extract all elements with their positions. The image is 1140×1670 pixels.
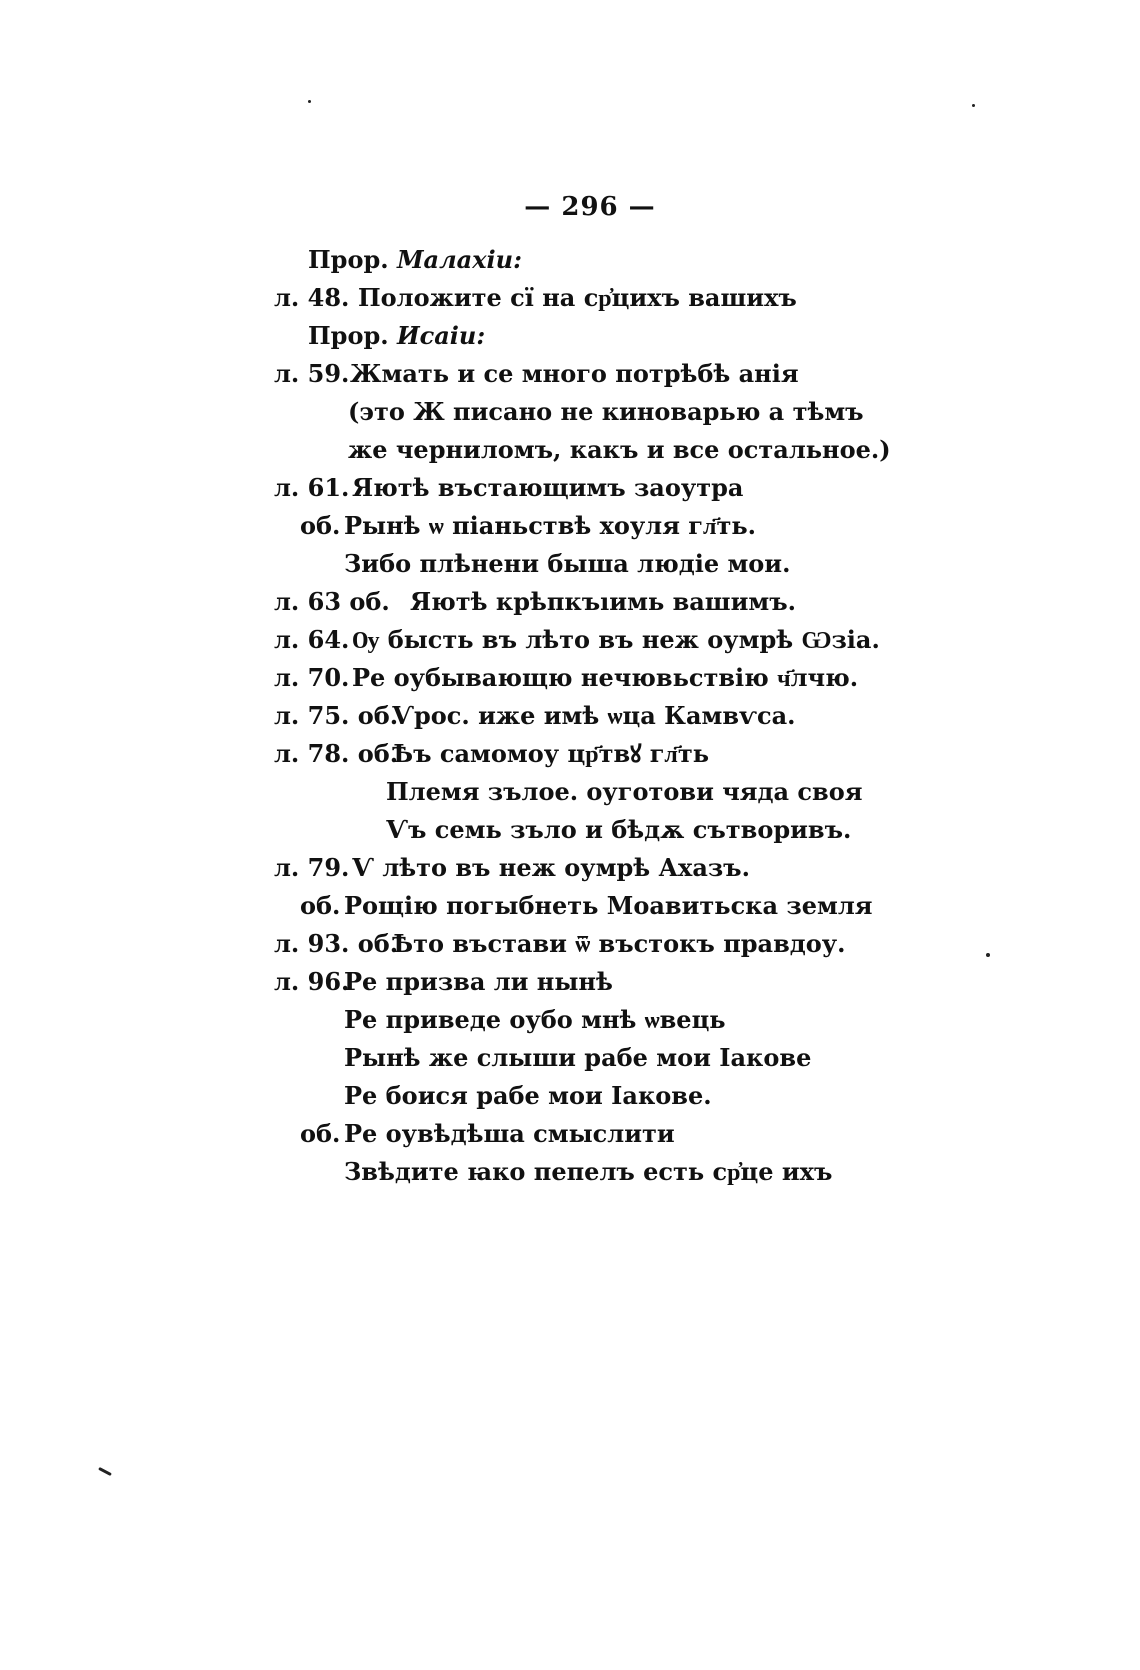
entry-text: Ѣто въстави ѿ въстокъ правдоу. <box>392 929 846 958</box>
folio-ref: л. 70. <box>274 663 350 692</box>
entry-text: Ѵрос. иже имѣ ѡца Камвѵса. <box>392 701 796 730</box>
entry-text: Яютѣ въстающимъ заоутра <box>352 473 744 502</box>
speck <box>972 104 975 107</box>
prophet-name: Малахіи: <box>396 245 522 274</box>
entry-text: Ѵъ семь зъло и бѣдѫ сътворивъ. <box>386 815 852 844</box>
folio-ref: об. <box>300 1119 341 1148</box>
folio-ref: л. 78. об. <box>274 739 399 768</box>
folio-ref: л. 48. <box>274 283 350 312</box>
folio-ref: л. 63 об. <box>274 587 390 616</box>
entry-text: Рынѣ ѡ піаньствѣ хоуля гл҃ть. <box>344 511 756 540</box>
speck <box>308 100 311 103</box>
entry-text: Зибо плѣнени быша людіе мои. <box>344 549 791 578</box>
note-text: (это Ж писано не киноварью а тѣмъ <box>348 397 864 426</box>
folio-ref: об. <box>300 511 341 540</box>
entry-text: Племя зълое. оуготови чяда своя <box>386 777 863 806</box>
folio-ref: л. 79. <box>274 853 350 882</box>
entry-text: Ѵ лѣто въ неж оумрѣ Ахазъ. <box>352 853 750 882</box>
entry-text: Ре оувѣдѣша смыслити <box>344 1119 675 1148</box>
heading-label: Прор. <box>308 321 389 350</box>
folio-ref: л. 59. <box>274 359 350 388</box>
entry-text: Жмать и се много потрѣбѣ анія <box>350 359 799 388</box>
folio-ref: л. 75. об. <box>274 701 399 730</box>
heading-label: Прор. <box>308 245 389 274</box>
entry-text: Ре оубывающю нечювьствію ч҃лчю. <box>352 663 859 692</box>
folio-ref: л. 64. <box>274 625 350 654</box>
entry-text: Яютѣ крѣпкъıимь вашимъ. <box>410 587 797 616</box>
folio-ref: л. 61. <box>274 473 350 502</box>
entry-text: Ѣъ самомоу цр҃твꙋ гл҃ть <box>392 739 710 768</box>
entry-text: Ре призва ли нынѣ <box>344 967 613 996</box>
folio-ref: об. <box>300 891 341 920</box>
entry-text: Ре боися рабе мои Ӏакове. <box>344 1081 712 1110</box>
speck <box>986 953 990 957</box>
speck <box>98 1467 112 1476</box>
entry-text: Ре приведе оубо мнѣ ѡвець <box>344 1005 726 1034</box>
folio-ref: л. 93. об. <box>274 929 399 958</box>
folio-ref: л. 96. <box>274 967 350 996</box>
page-number: — 296 — <box>524 192 656 222</box>
entry-text: Рощію погыбнеть Моавитьска земля <box>344 891 873 920</box>
entry-text: Положите сї на ср҆цихъ вашихъ <box>358 283 797 312</box>
entry-text: Звѣдите ꙗко пепелъ есть ср҆це ихъ <box>344 1157 833 1186</box>
entry-text: Рынѣ же слыши рабе мои Ӏакове <box>344 1043 812 1072</box>
note-text: же черниломъ, какъ и все остальное.) <box>348 435 891 464</box>
prophet-name: Исаіи: <box>396 321 486 350</box>
entry-text: Ѹ бысть въ лѣто въ неж оумрѣ Ѡзіа. <box>352 625 880 654</box>
